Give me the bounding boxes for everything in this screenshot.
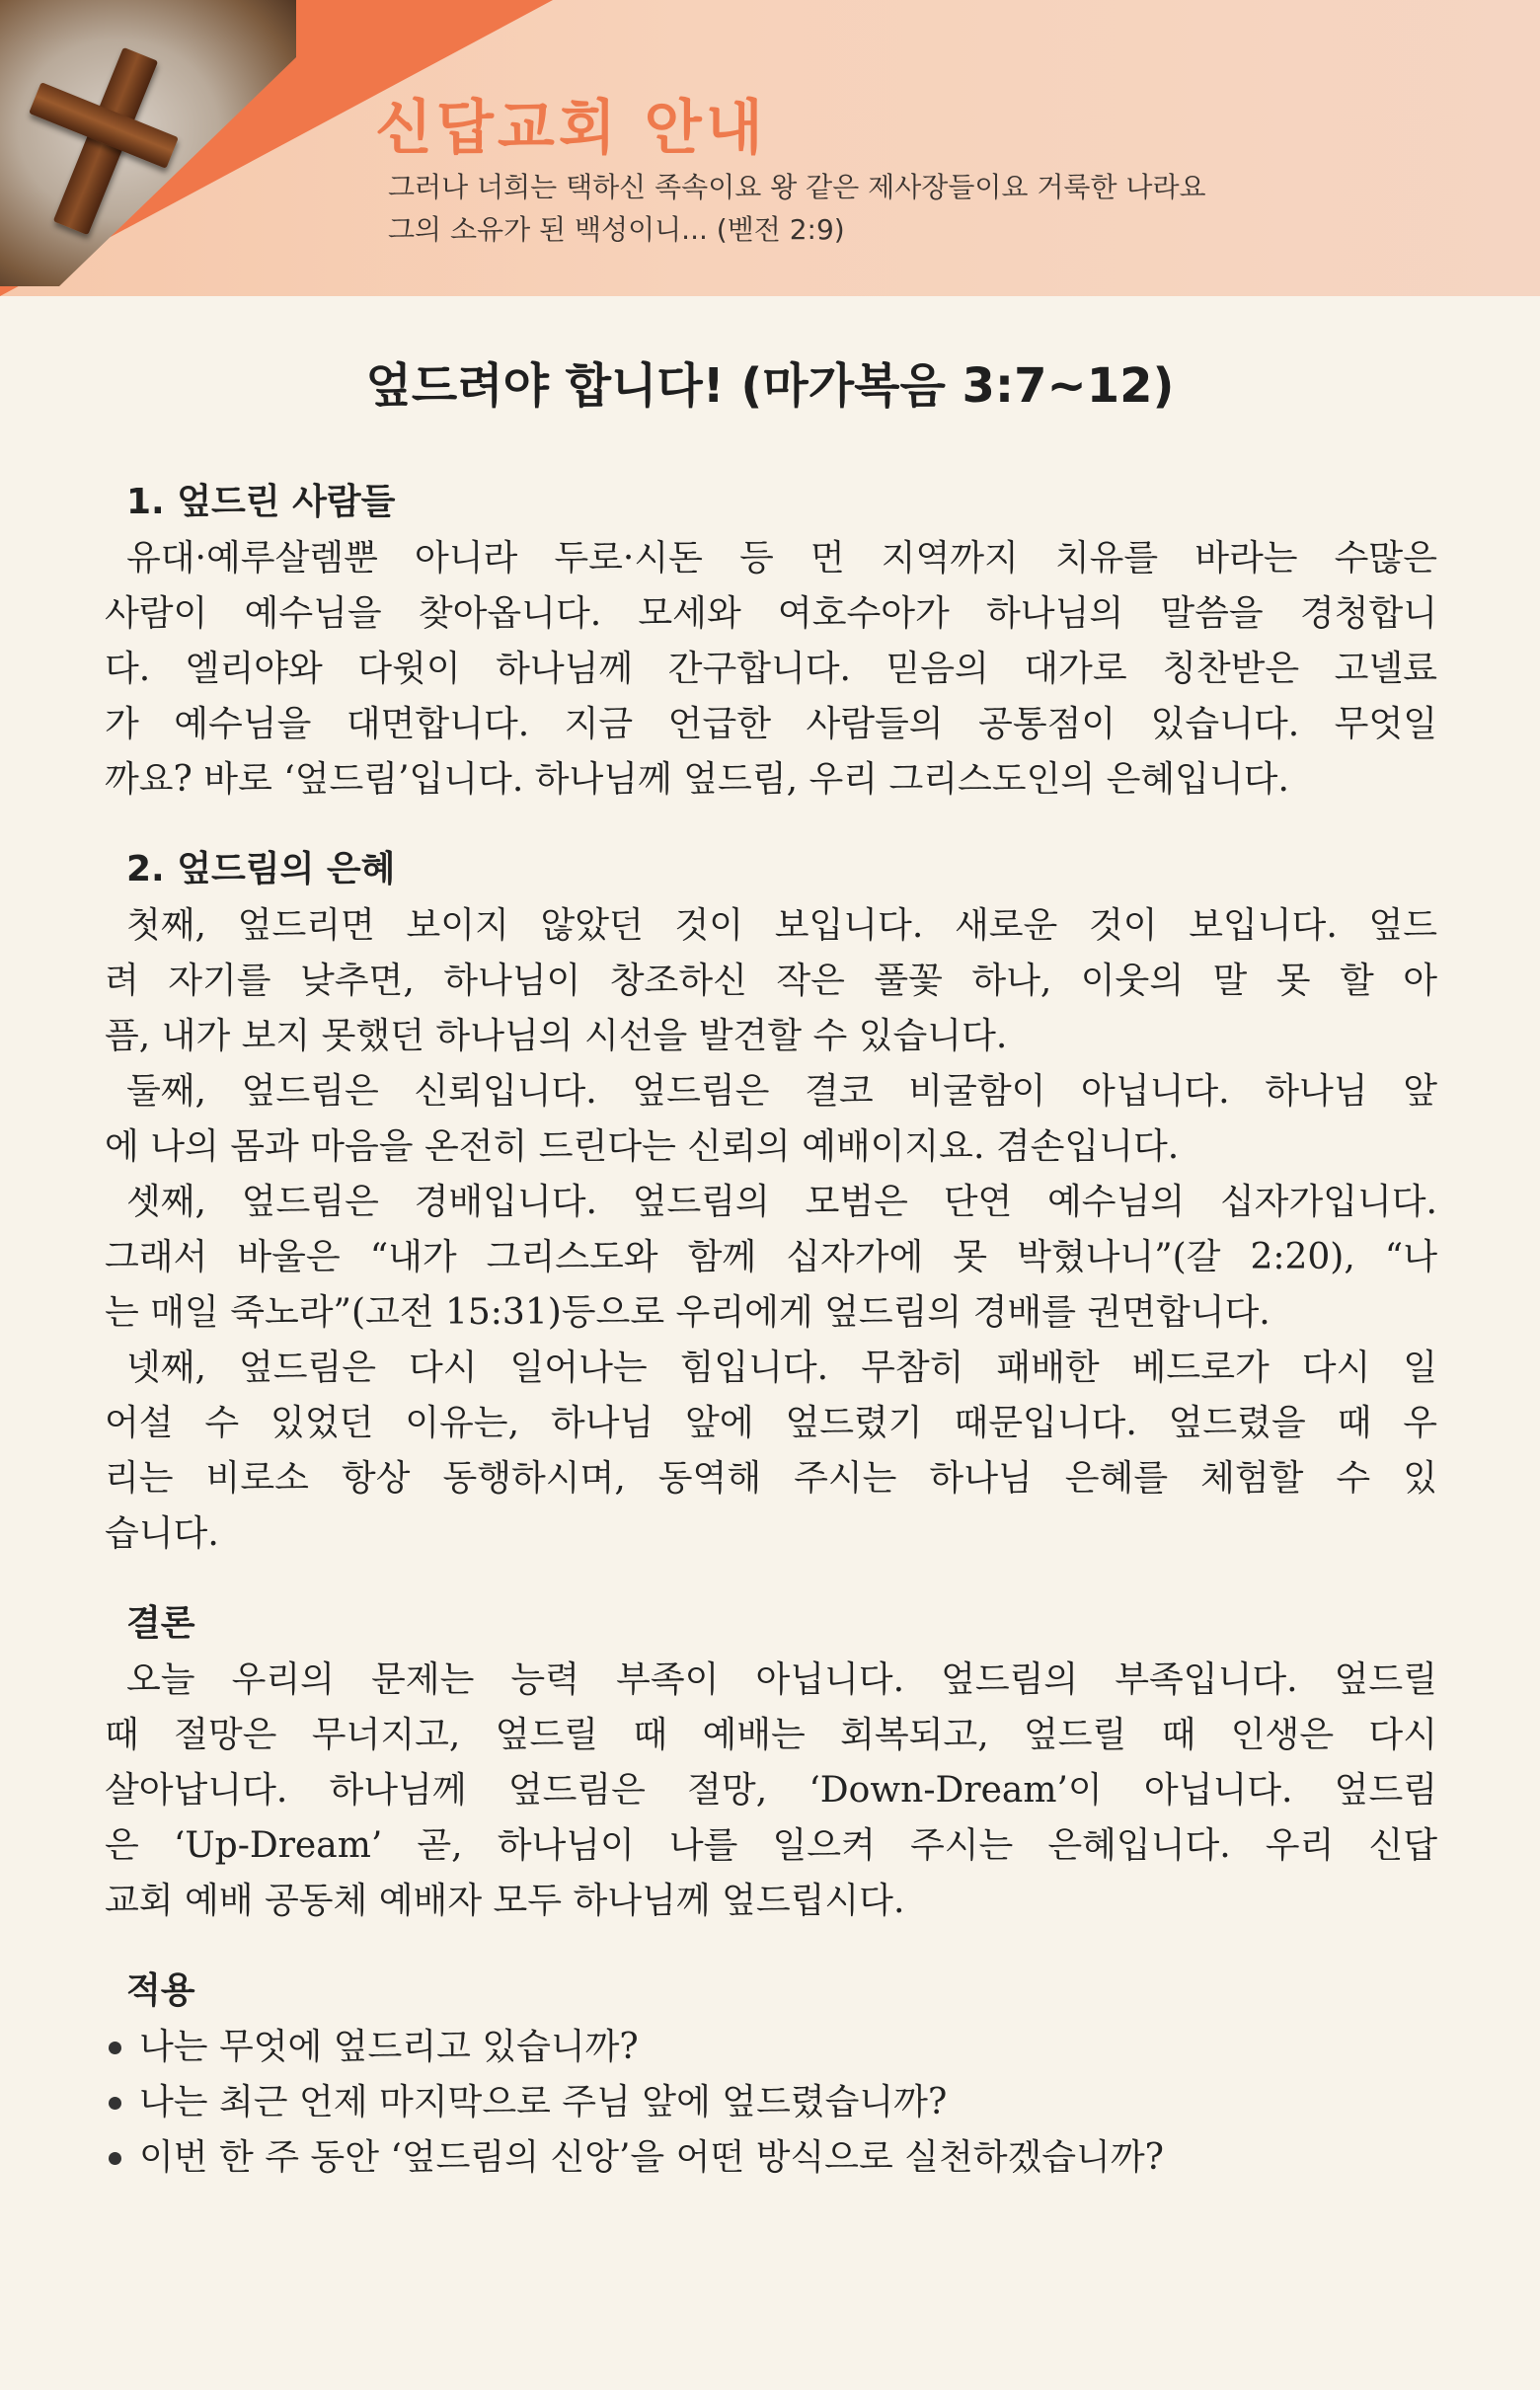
- paragraph-line: 는 매일 죽노라”(고전 15:31)등으로 우리에게 엎드림의 경배를 권면합니다.: [105, 1292, 1270, 1333]
- paragraph-line: 셋째, 엎드림은 경배입니다. 엎드림의 모범은 단연 예수님의 십자가입니다.: [126, 1182, 1437, 1222]
- paragraph-line: 사람이 예수님을 찾아옵니다. 모세와 여호수아가 하나님의 말씀을 경청합니: [105, 593, 1437, 634]
- paragraph-line: 픔, 내가 보지 못했던 하나님의 시선을 발견할 수 있습니다.: [105, 1016, 1008, 1056]
- sermon-title: 엎드려야 합니다! (마가복음 3:7~12): [365, 358, 1175, 414]
- list-item-text: 나는 무엇에 엎드리고 있습니까?: [139, 2027, 639, 2067]
- section-people-who-bowed: [105, 474, 1437, 808]
- paragraph-line: 습니다.: [105, 1513, 219, 1554]
- paragraph-line: 리는 비로소 항상 동행하시며, 동역해 주시는 하나님 은혜를 체험할 수 있: [105, 1458, 1437, 1499]
- list-item: [105, 2075, 1437, 2130]
- header-banner: [0, 0, 1540, 296]
- list-item-text: 이번 한 주 동안 ‘엎드림의 신앙’을 어떤 방식으로 실천하겠습니까?: [139, 2137, 1164, 2178]
- section-heading: 1. 엎드린 사람들: [126, 482, 396, 522]
- paragraph-line: 까요? 바로 ‘엎드림’입니다. 하나님께 엎드림, 우리 그리스도인의 은혜입니다.: [105, 759, 1289, 800]
- paragraph-line: 에 나의 몸과 마음을 온전히 드린다는 신뢰의 예배이지요. 겸손입니다.: [105, 1126, 1180, 1167]
- paragraph-line: 살아납니다. 하나님께 엎드림은 절망, ‘Down-Dream’이 아닙니다. 엎드림: [105, 1770, 1437, 1811]
- bullet-icon: [109, 2152, 121, 2165]
- header-verse: [388, 166, 1336, 251]
- paragraph-line: 오늘 우리의 문제는 능력 부족이 아닙니다. 엎드림의 부족입니다. 엎드릴: [126, 1659, 1437, 1700]
- sermon-body: [105, 474, 1437, 2186]
- verse-line: 그의 소유가 된 백성이니... (벧전 2:9): [388, 213, 845, 246]
- paragraph-line: 첫째, 엎드리면 보이지 않았던 것이 보입니다. 새로운 것이 보입니다. 엎드: [126, 905, 1437, 946]
- paragraph-line: 은 ‘Up-Dream’ 곧, 하나님이 나를 일으켜 주시는 은혜입니다. 우리 신답: [105, 1825, 1437, 1866]
- paragraph-line: 려 자기를 낮추면, 하나님이 창조하신 작은 풀꽃 하나, 이웃의 말 못 할 아: [105, 961, 1437, 1001]
- paragraph-line: 넷째, 엎드림은 다시 일어나는 힘입니다. 무참히 패배한 베드로가 다시 일: [126, 1348, 1437, 1388]
- paragraph-line: 가 예수님을 대면합니다. 지금 언급한 사람들의 공통점이 있습니다. 무엇일: [105, 704, 1437, 744]
- bullet-icon: [109, 2042, 121, 2054]
- paragraph-line: 어설 수 있었던 이유는, 하나님 앞에 엎드렸기 때문입니다. 엎드렸을 때 우: [105, 1403, 1437, 1443]
- section-heading: 2. 엎드림의 은혜: [126, 849, 396, 889]
- list-item: [105, 2130, 1437, 2186]
- list-item-text: 나는 최근 언제 마지막으로 주님 앞에 엎드렸습니까?: [139, 2082, 948, 2122]
- paragraph-line: 유대·예루살렘뿐 아니라 두로·시돈 등 먼 지역까지 치유를 바라는 수많은: [126, 538, 1437, 578]
- verse-line: 그러나 너희는 택하신 족속이요 왕 같은 제사장들이요 거룩한 나라요: [388, 171, 1206, 203]
- section-conclusion: [105, 1595, 1437, 1929]
- paragraph-line: 교회 예배 공동체 예배자 모두 하나님께 엎드립시다.: [105, 1881, 905, 1921]
- section-grace-of-bowing: [105, 841, 1437, 1562]
- list-item: [105, 2020, 1437, 2075]
- paragraph-line: 다. 엘리야와 다윗이 하나님께 간구합니다. 믿음의 대가로 칭찬받은 고넬료: [105, 649, 1437, 689]
- church-notice-title: 신답교회 안내: [375, 94, 767, 163]
- section-application: [105, 1963, 1437, 2186]
- section-heading: 결론: [126, 1603, 195, 1644]
- paragraph-line: 둘째, 엎드림은 신뢰입니다. 엎드림은 결코 비굴함이 아닙니다. 하나님 앞: [126, 1071, 1437, 1112]
- bullet-icon: [109, 2097, 121, 2110]
- section-heading: 적용: [126, 1970, 195, 2011]
- paragraph-line: 때 절망은 무너지고, 엎드릴 때 예배는 회복되고, 엎드릴 때 인생은 다시: [105, 1715, 1437, 1755]
- paragraph-line: 그래서 바울은 “내가 그리스도와 함께 십자가에 못 박혔나니”(갈 2:20), “나: [105, 1237, 1437, 1277]
